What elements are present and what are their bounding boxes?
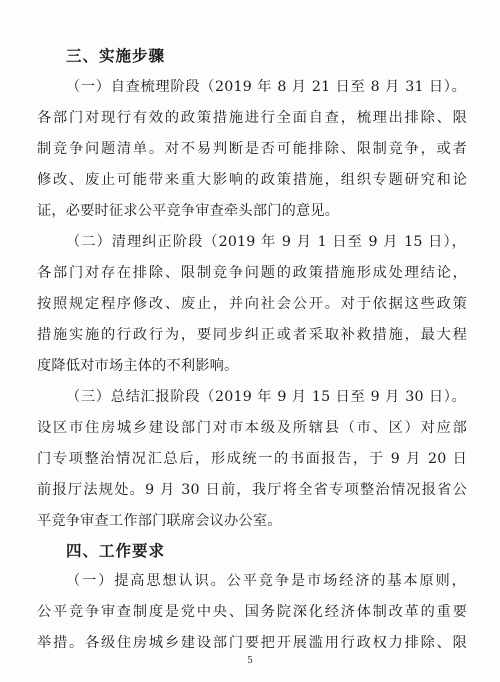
paragraph-line: 度降低对市场主体的不利影响。 <box>37 358 239 374</box>
paragraph-line: 门专项整治情况汇总后，形成统一的书面报告，于 9 月 20 日 <box>37 451 467 467</box>
paragraph-line: 按照规定程序修改、废止，并向社会公开。对于依据这些政策 <box>37 296 467 312</box>
paragraph-line: 制竞争问题清单。对不易判断是否可能排除、限制竞争，或者 <box>37 141 467 157</box>
page-number: 5 <box>247 656 253 666</box>
section-heading-work-requirements: 四、工作要求 <box>66 542 166 560</box>
paragraph-line: 修改、废止可能带来重大影响的政策措施，组织专题研究和论 <box>37 172 467 188</box>
section-heading-implementation-steps: 三、实施步骤 <box>66 47 166 65</box>
paragraph-line: 各部门对存在排除、限制竞争问题的政策措施形成处理结论， <box>37 265 467 281</box>
paragraph-line: （二）清理纠正阶段（2019 年 9 月 1 日至 9 月 15 日）， <box>66 234 466 250</box>
paragraph-line: 前报厅法规处。9 月 30 日前，我厅将全省专项整治情况报省公 <box>37 482 467 498</box>
paragraph-line: 举措。各级住房城乡建设部门要把开展滥用行政权力排除、限 <box>37 635 467 651</box>
paragraph-line: （一）自查梳理阶段（2019 年 8 月 21 日至 8 月 31 日）。 <box>66 79 466 95</box>
paragraph-line: 公平竞争审查制度是党中央、国务院深化经济体制改革的重要 <box>37 604 467 620</box>
paragraph-line: （三）总结汇报阶段（2019 年 9 月 15 日至 9 月 30 日）。 <box>66 389 466 405</box>
paragraph-line: 各部门对现行有效的政策措施进行全面自查，梳理出排除、限 <box>37 110 467 126</box>
paragraph-line: 措施实施的行政行为，要同步纠正或者采取补救措施，最大程 <box>37 327 467 343</box>
paragraph-line: 设区市住房城乡建设部门对市本级及所辖县（市、区）对应部 <box>37 420 467 436</box>
paragraph-line: （一）提高思想认识。公平竞争是市场经济的基本原则， <box>66 573 466 589</box>
paragraph-line: 平竞争审查工作部门联席会议办公室。 <box>37 513 282 529</box>
paragraph-line: 证，必要时征求公平竞争审查牵头部门的意见。 <box>37 203 340 219</box>
